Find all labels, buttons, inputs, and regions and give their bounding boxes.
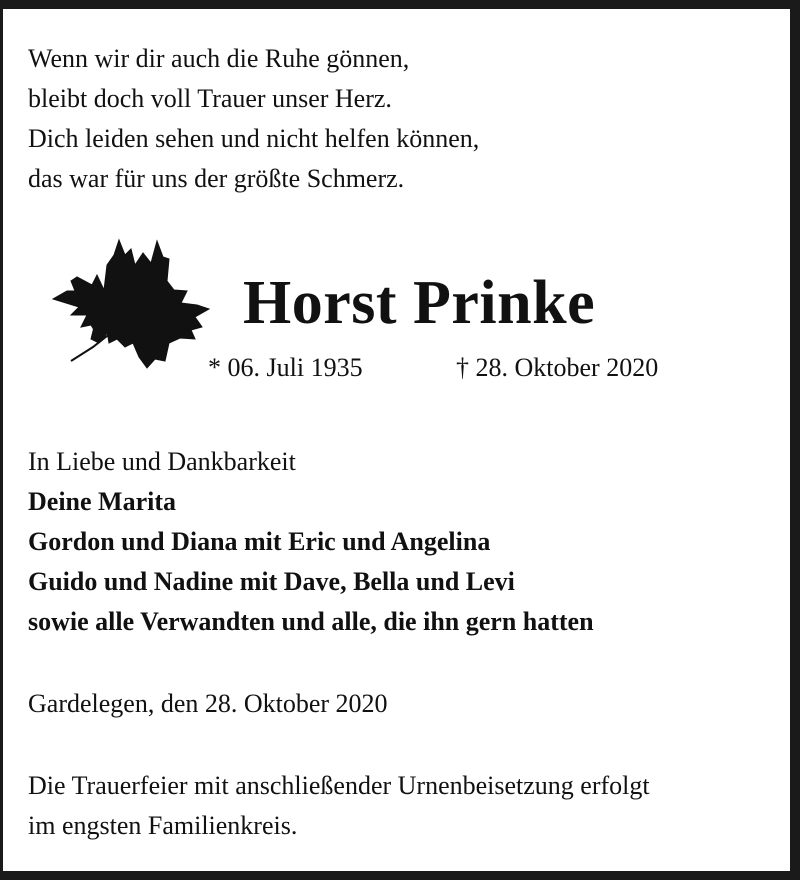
ceremony-line-1: Die Trauerfeier mit anschließender Urnenbeisetzung erfolgt [28, 771, 650, 800]
ceremony-line-2: im engsten Familienkreis. [28, 811, 298, 840]
deceased-name: Horst Prinke [243, 269, 596, 337]
mourner-line: Deine Marita [28, 487, 177, 516]
memorial-poem [28, 39, 479, 199]
poem-line-2: bleibt doch voll Trauer unser Herz. [28, 84, 392, 113]
mourner-line: sowie alle Verwandten und alle, die ihn gern hatten [28, 607, 594, 636]
place-and-date: Gardelegen, den 28. Oktober 2020 [28, 689, 388, 718]
ceremony-info [28, 766, 650, 846]
mourners-intro: In Liebe und Dankbarkeit [28, 447, 296, 476]
poem-line-4: das war für uns der größte Schmerz. [28, 164, 405, 193]
mourner-line: Gordon und Diana mit Eric und Angelina [28, 527, 491, 556]
birth-date: * 06. Juli 1935 [208, 353, 363, 382]
mourners-section [28, 442, 594, 642]
poem-line-3: Dich leiden sehen und nicht helfen können, [28, 124, 480, 153]
maple-leaf-icon [47, 235, 213, 371]
death-date: † 28. Oktober 2020 [456, 353, 659, 382]
mourner-line: Guido und Nadine mit Dave, Bella und Levi [28, 567, 515, 596]
poem-line-1: Wenn wir dir auch die Ruhe gönnen, [28, 44, 410, 73]
